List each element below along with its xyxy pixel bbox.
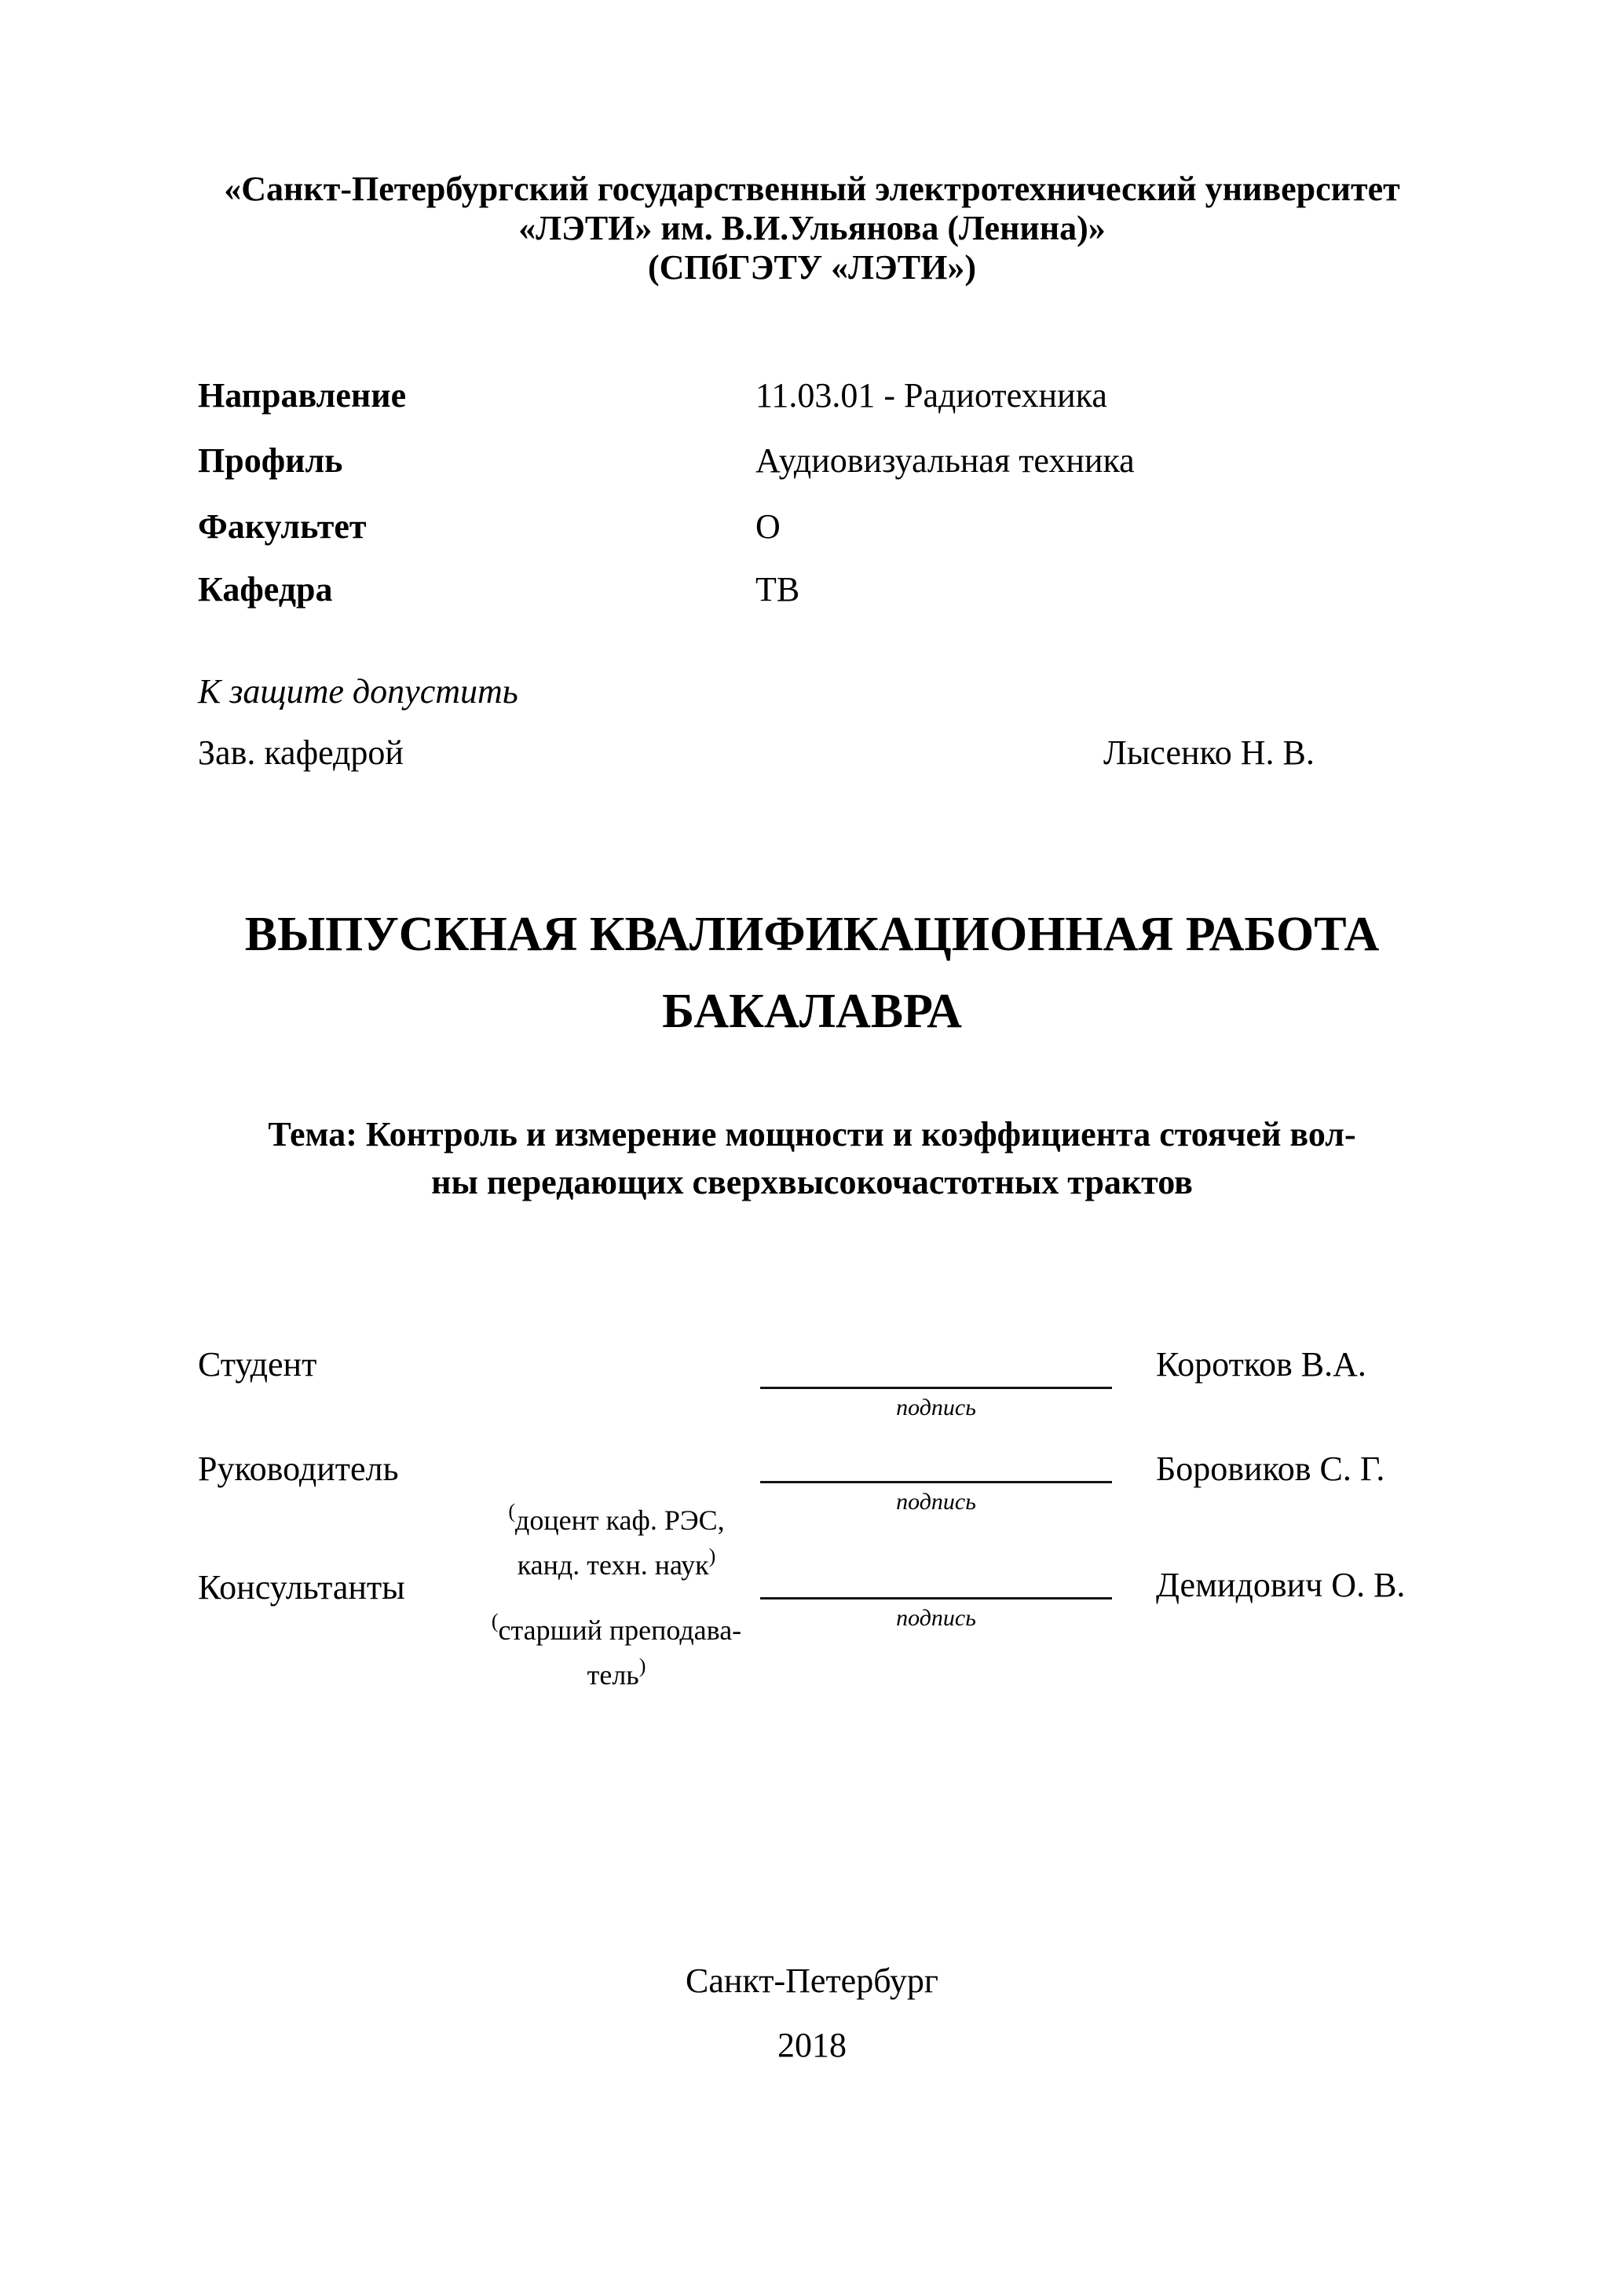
- work-type-line-1: ВЫПУСКНАЯ КВАЛИФИКАЦИОННАЯ РАБОТА: [244, 908, 1380, 961]
- signature-label-supervisor: Руководитель: [198, 1450, 399, 1488]
- admission-note: К защите допустить: [198, 672, 518, 711]
- field-value-department: ТВ: [755, 570, 800, 609]
- signature-note-supervisor: [432, 1493, 801, 1583]
- signature-line-consultants: [760, 1597, 1112, 1600]
- department-head-row: [198, 733, 1517, 773]
- university-name-line-2: «ЛЭТИ» им. В.И.Ульянова (Ленина)»: [518, 209, 1106, 247]
- signature-note-consultants: [432, 1603, 801, 1693]
- superscript-paren-close: ): [638, 1654, 646, 1677]
- superscript-paren-close: ): [708, 1545, 716, 1567]
- field-row-direction: [198, 375, 1517, 416]
- year-line: 2018: [777, 2026, 847, 2064]
- field-value-faculty: О: [755, 507, 781, 546]
- signature-name-supervisor: Боровиков С. Г.: [1156, 1450, 1385, 1488]
- field-row-profile: [198, 441, 1517, 481]
- field-value-direction: 11.03.01 - Радиотехника: [755, 376, 1107, 415]
- superscript-paren-open: (: [491, 1610, 499, 1632]
- field-label-faculty: Факультет: [198, 507, 367, 546]
- work-type-line-2: БАКАЛАВРА: [662, 985, 962, 1038]
- signature-line-supervisor: [760, 1481, 1112, 1483]
- university-header: [0, 170, 1624, 287]
- field-row-faculty: [198, 506, 1517, 547]
- signature-name-student: Коротков В.А.: [1156, 1345, 1366, 1384]
- signature-note-line: (старший преподава-: [491, 1610, 742, 1646]
- signature-note-line: (доцент каф. РЭС,: [508, 1500, 725, 1536]
- work-type-title: [0, 896, 1624, 1050]
- department-head-name: Лысенко Н. В.: [1103, 733, 1315, 772]
- field-label-department: Кафедра: [198, 570, 333, 609]
- city-line: Санкт-Петербург: [686, 1961, 938, 2000]
- university-name-line-1: «Санкт-Петербургский государственный электротехнический университет: [224, 170, 1400, 208]
- signature-caption-student: подпись: [896, 1395, 976, 1420]
- footer: [0, 1949, 1624, 2078]
- university-name-line-3: (СПбГЭТУ «ЛЭТИ»): [648, 248, 976, 287]
- signature-name-consultants: Демидович О. В.: [1156, 1566, 1406, 1604]
- signature-note-line: тель): [587, 1654, 646, 1691]
- signature-label-consultants: Консультанты: [198, 1568, 405, 1607]
- thesis-topic: [0, 1110, 1624, 1206]
- thesis-topic-line-2: ны передающих сверхвысокочастотных трактов: [431, 1163, 1193, 1201]
- field-label-profile: Профиль: [198, 441, 343, 480]
- signature-note-line: канд. техн. наук): [517, 1545, 716, 1581]
- thesis-topic-line-1: Тема: Контроль и измерение мощности и коэффициента стоячей вол-: [268, 1115, 1356, 1153]
- signature-caption-consultants: подпись: [896, 1605, 976, 1631]
- field-value-profile: Аудиовизуальная техника: [755, 441, 1135, 480]
- department-head-label: Зав. кафедрой: [198, 733, 404, 772]
- signature-caption-supervisor: подпись: [896, 1489, 976, 1515]
- superscript-paren-open: (: [508, 1500, 516, 1523]
- signature-label-student: Студент: [198, 1345, 317, 1384]
- signature-line-student: [760, 1387, 1112, 1389]
- field-label-direction: Направление: [198, 376, 407, 415]
- field-row-department: [198, 569, 1517, 610]
